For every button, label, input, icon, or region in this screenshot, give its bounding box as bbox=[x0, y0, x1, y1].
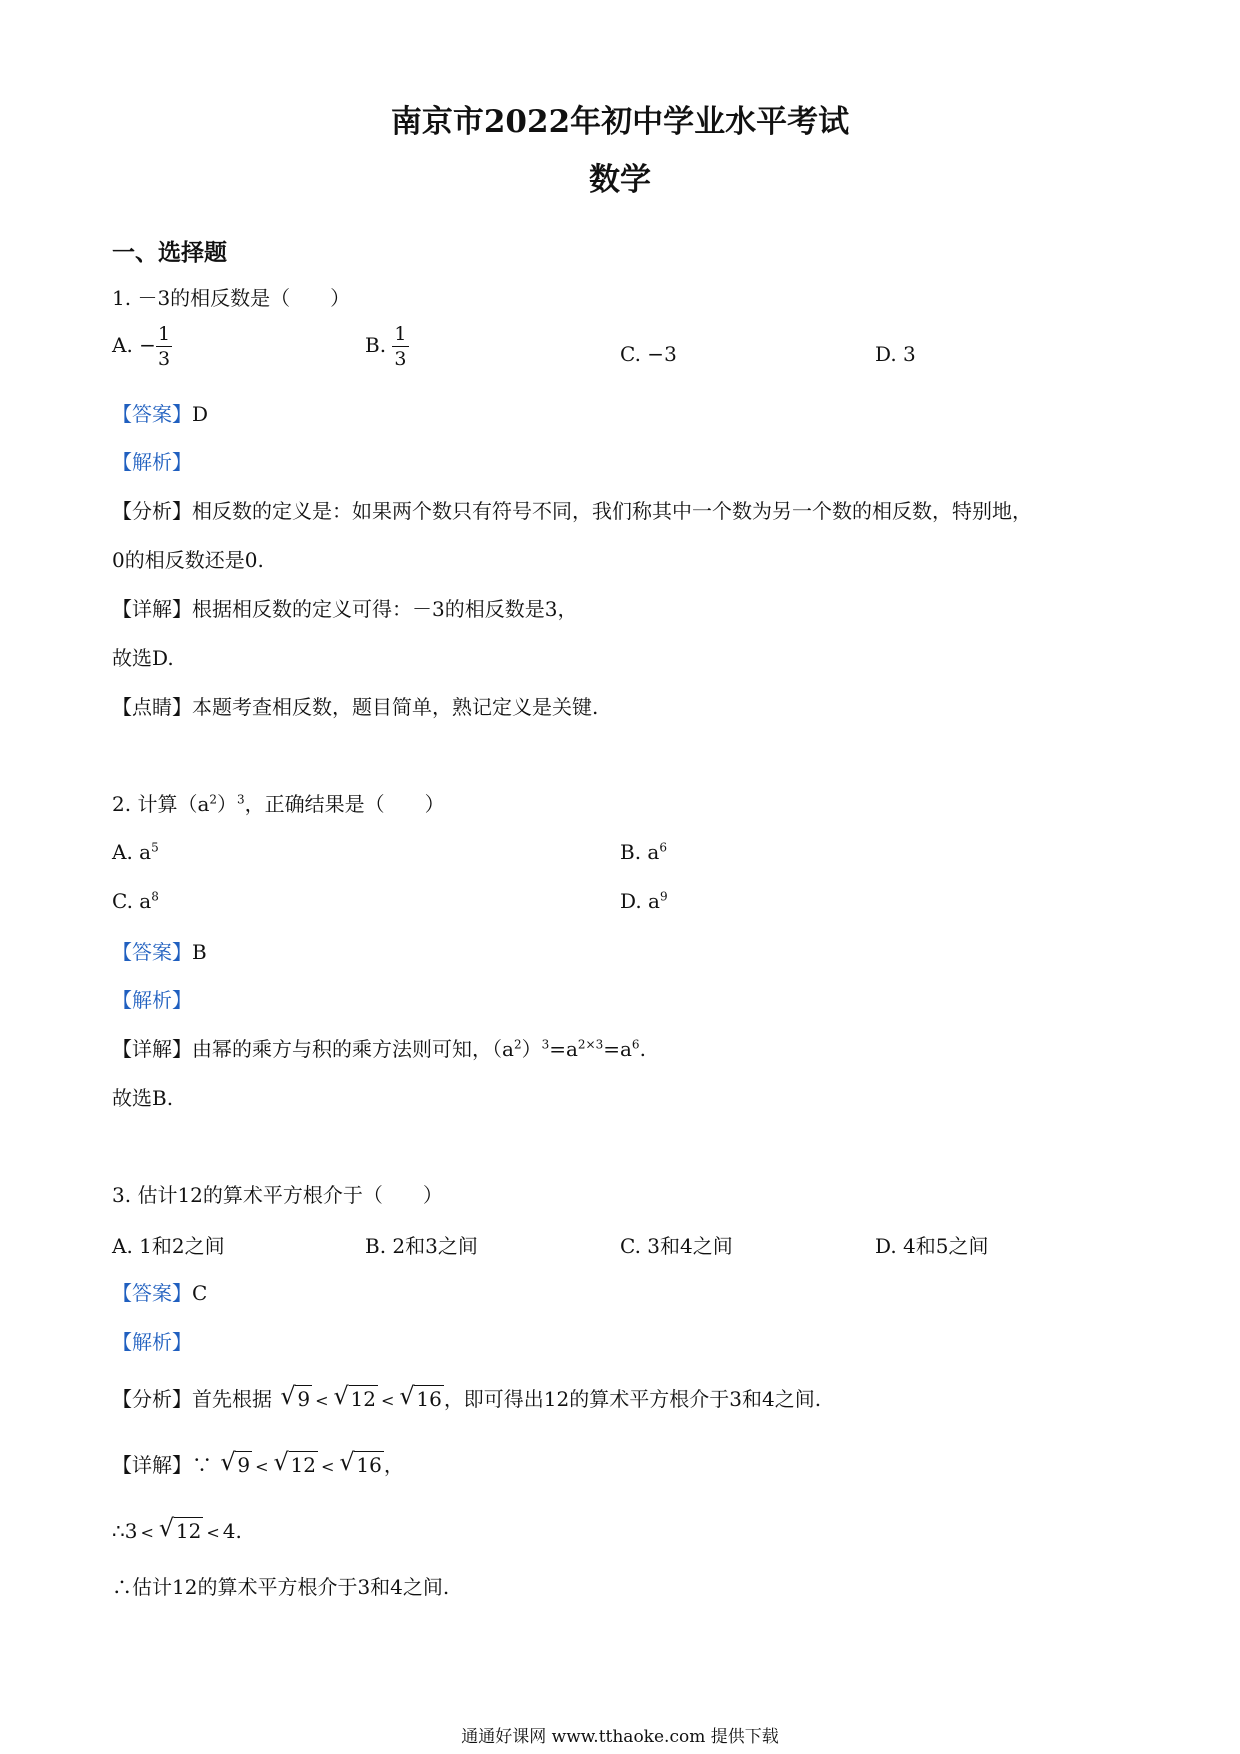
sqrt-12: √ 12 bbox=[333, 1382, 376, 1411]
q1-option-a: A. − $\frac{1}{3}$ bbox=[112, 323, 171, 370]
q3-option-b: B. 2和3之间 bbox=[365, 1234, 478, 1258]
q3-option-a: A. 1和2之间 bbox=[112, 1234, 225, 1258]
q3-final: ∴估计12的算术平方根介于3和4之间. bbox=[112, 1575, 450, 1599]
sqrt-9: √ 9 bbox=[280, 1382, 311, 1411]
q3-fenxi: 【分析】首先根据 √ 9 < √ 12 < √ 16 ，即可得出12的算术平方根介于3和4之间. bbox=[112, 1382, 822, 1411]
section-heading: 一、选择题 bbox=[112, 239, 227, 266]
q1-fenxi: 【分析】相反数的定义是：如果两个数只有符号不同，我们称其中一个数为另一个数的相反数，特别地， bbox=[112, 499, 1032, 523]
q2-conclusion: 故选B. bbox=[112, 1086, 174, 1110]
q3-option-d: D. 4和5之间 bbox=[875, 1234, 989, 1258]
page-footer: 通通好课网 www.tthaoke.com 提供下载 bbox=[461, 1727, 779, 1747]
q1-option-b: B. $\frac{1}{3}$ bbox=[365, 323, 407, 370]
q2-detail: 【详解】由幂的乘方与积的乘方法则可知，$(a^2)^3=a^{2\times 3}=a^6$. bbox=[112, 1037, 646, 1061]
q2-analysis-label: 【解析】 bbox=[112, 988, 192, 1012]
q3-analysis-label: 【解析】 bbox=[112, 1330, 192, 1354]
subject-title: 数学 bbox=[589, 162, 651, 198]
q3-detail: 【详解】∵ √ 9 < √ 12 < √ 16 ， bbox=[112, 1448, 404, 1477]
q2-option-b: B. $a^6$ bbox=[620, 840, 667, 864]
q2-option-d: D. $a^9$ bbox=[620, 889, 668, 913]
q2-option-c: C. $a^8$ bbox=[112, 889, 159, 913]
q3-answer: 【答案】C bbox=[112, 1281, 208, 1305]
q1-stem: 1. －3的相反数是（ ） bbox=[112, 286, 351, 310]
q1-fenxi-cont: 0的相反数还是0. bbox=[112, 548, 264, 572]
q3-option-c: C. 3和4之间 bbox=[620, 1234, 733, 1258]
q2-option-a: A. $a^5$ bbox=[112, 840, 159, 864]
q2-stem: 2. 计算$(a^2)^3$，正确结果是（ ） bbox=[112, 792, 445, 816]
q1-dianjing: 【点睛】本题考查相反数，题目简单，熟记定义是关键. bbox=[112, 695, 599, 719]
q1-option-d: D. 3 bbox=[875, 342, 916, 366]
q3-stem: 3. 估计12的算术平方根介于（ ） bbox=[112, 1183, 443, 1207]
sqrt-16: √ 16 bbox=[399, 1382, 442, 1411]
q1-option-c: C. −3 bbox=[620, 342, 677, 366]
q1-analysis-label: 【解析】 bbox=[112, 450, 192, 474]
q1-conclusion: 故选D. bbox=[112, 646, 174, 670]
exam-title: 南京市2022年初中学业水平考试 bbox=[390, 104, 850, 140]
q2-answer: 【答案】B bbox=[112, 940, 207, 964]
q1-detail: 【详解】根据相反数的定义可得：－3的相反数是3， bbox=[112, 597, 578, 621]
q3-therefore: ∴3 < √ 12 < 4. bbox=[112, 1514, 242, 1543]
q1-answer: 【答案】D bbox=[112, 402, 209, 426]
